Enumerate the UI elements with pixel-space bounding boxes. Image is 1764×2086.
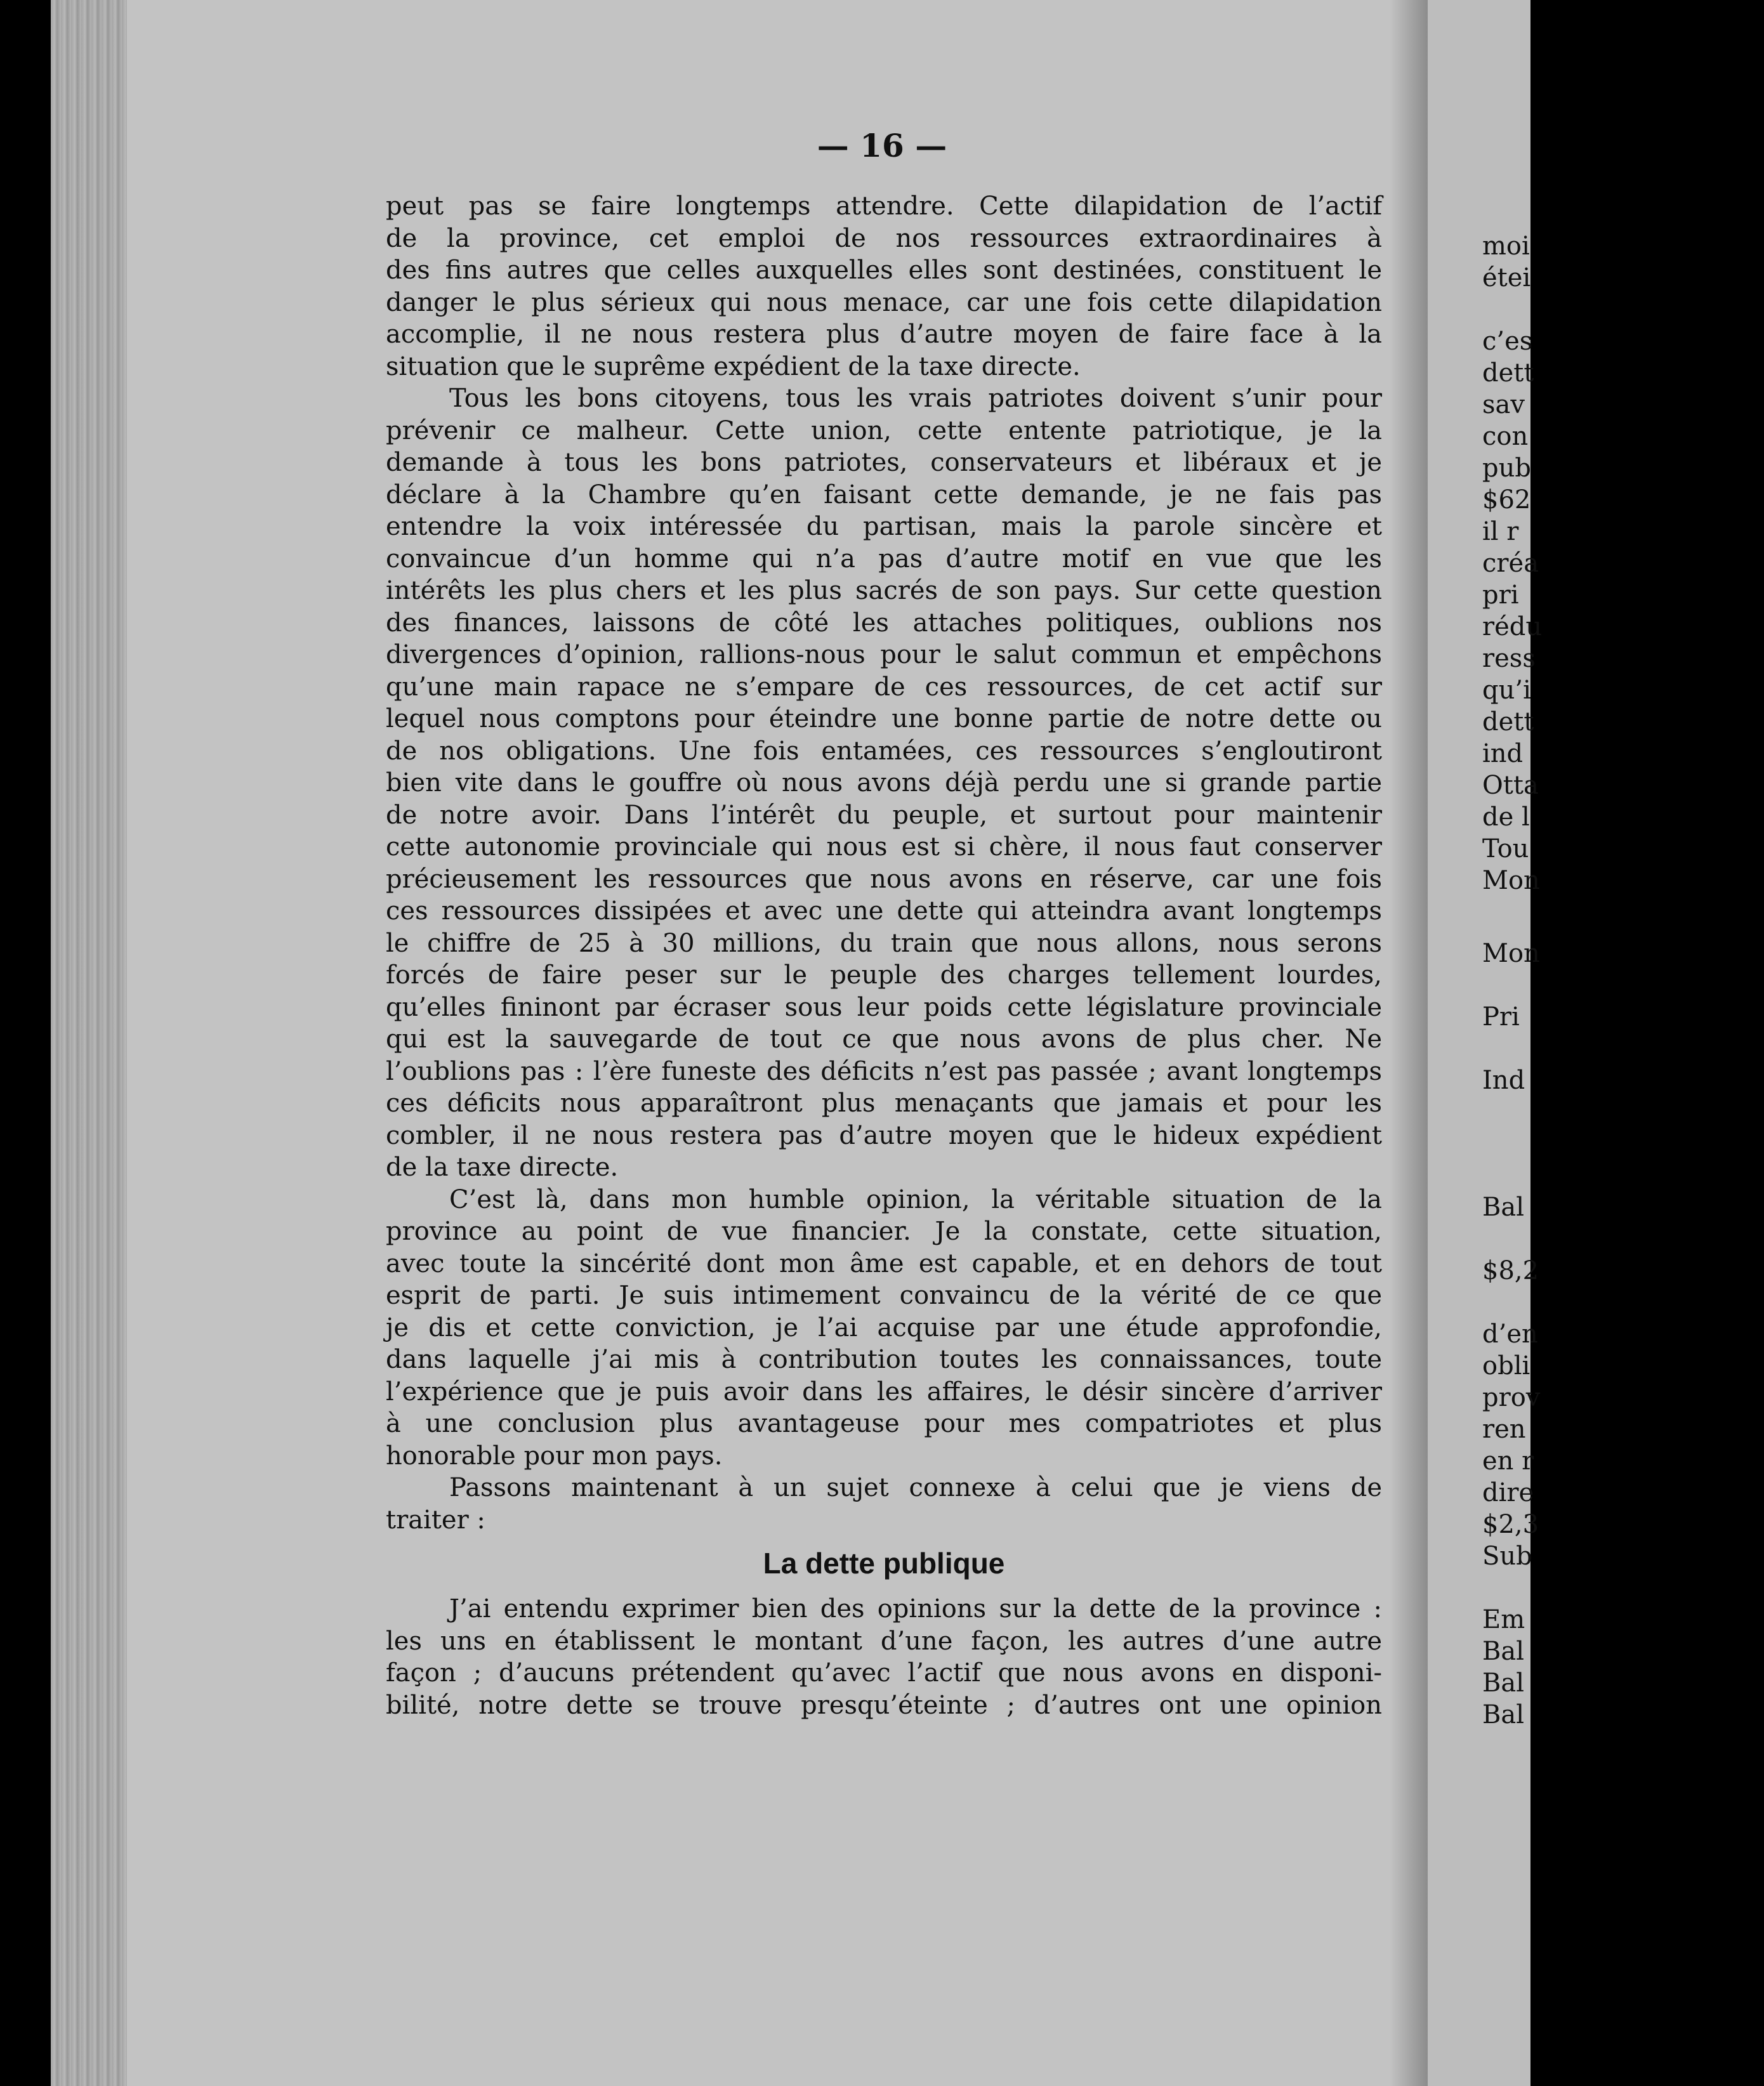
section-heading: La dette publique — [763, 1547, 1005, 1580]
text-line: avec toute la sincérité dont mon âme est capable, et en dehors de tout — [386, 1249, 1382, 1278]
text-line: situation que le suprême expédient de la taxe directe. — [386, 351, 1081, 381]
page-binding-edge — [51, 0, 127, 2086]
text-line: je dis et cette conviction, je l’ai acquise par une étude approfondie, — [386, 1313, 1382, 1342]
adjacent-page-text-fragment: Bal — [1482, 1193, 1525, 1222]
text-line: demande à tous les bons patriotes, conservateurs et libéraux et je — [386, 448, 1382, 477]
text-line: Passons maintenant à un sujet connexe à celui que je viens de — [449, 1473, 1382, 1502]
text-line: qui est la sauvegarde de tout ce que nous avons de plus cher. Ne — [386, 1025, 1382, 1054]
adjacent-page-text-fragment: qu’i — [1482, 676, 1531, 705]
adjacent-page-text-fragment: c’es — [1482, 327, 1533, 356]
text-line: forcés de faire peser sur le peuple des charges tellement lourdes, — [386, 961, 1382, 990]
text-line: dans laquelle j’ai mis à contribution toutes les connaissances, toute — [386, 1345, 1382, 1374]
text-line: ces ressources dissipées et avec une dette qui atteindra avant longtemps — [386, 896, 1382, 926]
text-line: à une conclusion plus avantageuse pour mes compatriotes et plus — [386, 1409, 1382, 1438]
text-line: de la taxe directe. — [386, 1153, 619, 1182]
text-line: province au point de vue financier. Je la constate, cette situation, — [386, 1217, 1382, 1246]
adjacent-page-text-fragment: moi — [1482, 232, 1530, 261]
adjacent-page-text-fragment: prov — [1482, 1383, 1541, 1412]
adjacent-page-text-fragment: Bal — [1482, 1669, 1525, 1698]
text-line: le chiffre de 25 à 30 millions, du train que nous allons, nous serons — [386, 928, 1382, 958]
text-line: cette autonomie provinciale qui nous est si chère, il nous faut conserver — [386, 832, 1382, 862]
adjacent-page-text-fragment: étei — [1482, 263, 1531, 292]
adjacent-page-text-fragment: dire — [1482, 1478, 1534, 1507]
text-line: danger le plus sérieux qui nous menace, car une fois cette dilapidation — [386, 287, 1382, 317]
text-line: les uns en établissent le montant d’une façon, les autres d’une autre — [386, 1626, 1382, 1656]
text-line: accomplie, il ne nous restera plus d’autre moyen de faire face à la — [386, 320, 1382, 349]
text-line: qu’une main rapace ne s’empare de ces ressources, de cet actif sur — [386, 672, 1382, 702]
adjacent-page-text-fragment: sav — [1482, 390, 1525, 419]
text-line: de nos obligations. Une fois entamées, ces ressources s’engloutiront — [386, 736, 1382, 766]
text-line: l’oublions pas : l’ère funeste des déficits n’est pas passée ; avant longtemps — [386, 1056, 1382, 1086]
adjacent-page-text-fragment: pub — [1482, 454, 1531, 483]
adjacent-page-text-fragment: d’en — [1482, 1320, 1538, 1349]
adjacent-page-text-fragment: Sub — [1482, 1542, 1532, 1571]
text-line: bilité, notre dette se trouve presqu’éteinte ; d’autres ont une opinion — [386, 1690, 1382, 1720]
adjacent-page-text-fragment: obli — [1482, 1351, 1530, 1381]
adjacent-page-text-fragment: Bal — [1482, 1637, 1525, 1666]
adjacent-page-edge — [1428, 0, 1533, 2086]
text-line: de notre avoir. Dans l’intérêt du peuple, et surtout pour maintenir — [386, 800, 1382, 830]
adjacent-page-text-fragment: dett — [1482, 358, 1534, 388]
text-line: esprit de parti. Je suis intimement convaincu de la vérité de ce que — [386, 1281, 1382, 1310]
adjacent-page-text-fragment: Bal — [1482, 1700, 1525, 1729]
page-number: — 16 — — [817, 127, 947, 164]
adjacent-page-text-fragment: ress — [1482, 644, 1536, 673]
gutter-shadow — [1390, 0, 1428, 2086]
adjacent-page-text-fragment: $62 — [1482, 485, 1531, 515]
text-line: ces déficits nous apparaîtront plus menaçants que jamais et pour les — [386, 1089, 1382, 1118]
text-line: l’expérience que je puis avoir dans les affaires, le désir sincère d’arriver — [386, 1377, 1382, 1407]
text-line: peut pas se faire longtemps attendre. Cette dilapidation de l’actif — [386, 192, 1382, 221]
adjacent-page-text-fragment: de l — [1482, 803, 1530, 832]
adjacent-page-text-fragment: rédu — [1482, 612, 1543, 641]
text-line: bien vite dans le gouffre où nous avons déjà perdu une si grande partie — [386, 768, 1382, 797]
adjacent-page-text-fragment: Otta — [1482, 771, 1539, 800]
text-line: de la province, cet emploi de nos ressources extraordinaires à — [386, 223, 1382, 253]
adjacent-page-text-fragment: il r — [1482, 517, 1519, 546]
text-line: divergences d’opinion, rallions-nous pour le salut commun et empêchons — [386, 640, 1382, 669]
text-column — [386, 190, 1382, 1721]
text-line: lequel nous comptons pour éteindre une bonne partie de notre dette ou — [386, 704, 1382, 733]
text-line: traiter : — [386, 1505, 485, 1535]
adjacent-page-text-fragment: Pri — [1482, 1002, 1520, 1032]
text-line: honorable pour mon pays. — [386, 1441, 723, 1471]
text-line: J’ai entendu exprimer bien des opinions sur la dette de la province : — [449, 1594, 1382, 1624]
adjacent-page-text-fragment: dett — [1482, 707, 1534, 737]
adjacent-page-text-fragment: ren — [1482, 1415, 1526, 1444]
text-line: convaincue d’un homme qui n’a pas d’autre motif en vue que les — [386, 544, 1382, 574]
text-line: des fins autres que celles auxquelles elles sont destinées, constituent le — [386, 256, 1382, 285]
adjacent-page-text-fragment: en r — [1482, 1446, 1534, 1476]
text-line: C’est là, dans mon humble opinion, la véritable situation de la — [449, 1184, 1382, 1214]
text-line: intérêts les plus chers et les plus sacrés de son pays. Sur cette question — [386, 576, 1382, 605]
adjacent-page-text-fragment: Mon — [1482, 939, 1540, 968]
adjacent-page-text-fragment: $8,2 — [1482, 1256, 1539, 1285]
adjacent-page-text-fragment: créa — [1482, 549, 1539, 578]
text-line: qu’elles fininont par écraser sous leur poids cette législature provinciale — [386, 992, 1382, 1022]
adjacent-page-text-fragment: pri — [1482, 581, 1519, 610]
adjacent-page-text-fragment: Em — [1482, 1605, 1525, 1634]
text-line: prévenir ce malheur. Cette union, cette entente patriotique, je la — [386, 416, 1382, 445]
text-line: combler, il ne nous restera pas d’autre moyen que le hideux expédient — [386, 1120, 1382, 1150]
text-line: des finances, laissons de côté les attaches politiques, oublions nos — [386, 608, 1382, 638]
adjacent-page-text-fragment: $2,3 — [1482, 1510, 1539, 1539]
text-line: précieusement les ressources que nous avons en réserve, car une fois — [386, 864, 1382, 894]
paragraphs-before-heading — [386, 190, 1382, 1536]
adjacent-page-text-fragment: con — [1482, 422, 1529, 451]
adjacent-page-text-fragment: Tou — [1482, 834, 1529, 863]
adjacent-page-text-fragment: Ind — [1482, 1066, 1525, 1095]
paragraphs-after-heading — [386, 1593, 1382, 1721]
text-line: façon ; d’aucuns prétendent qu’avec l’actif que nous avons en disponi- — [386, 1658, 1382, 1688]
adjacent-page-text-fragment: ind — [1482, 739, 1524, 768]
adjacent-page-text-fragment: Mon — [1482, 866, 1540, 895]
text-line: Tous les bons citoyens, tous les vrais patriotes doivent s’unir pour — [449, 384, 1382, 413]
text-line: déclare à la Chambre qu’en faisant cette demande, je ne fais pas — [386, 480, 1382, 509]
text-line: entendre la voix intéressée du partisan, mais la parole sincère et — [386, 512, 1382, 541]
